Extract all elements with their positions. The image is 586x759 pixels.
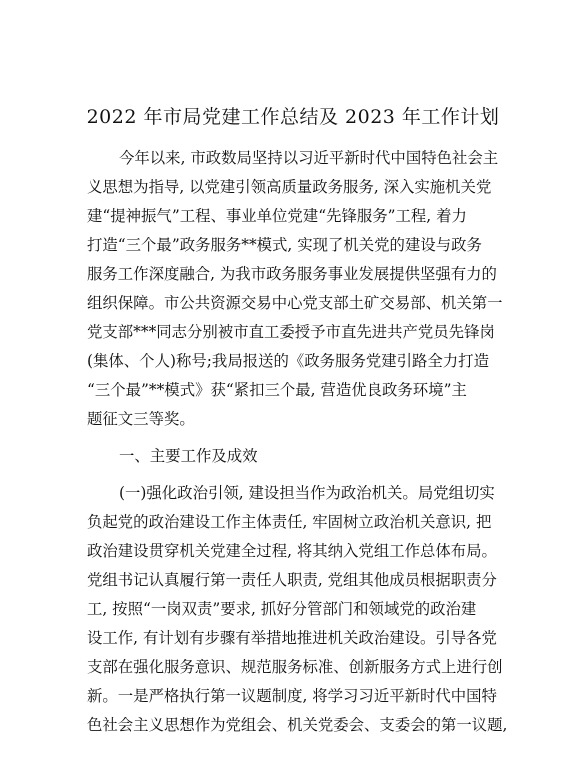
paragraph-line: 党组书记认真履行第一责任人职责, 党组其他成员根据职责分: [87, 571, 497, 589]
section-heading: 一、主要工作及成效: [119, 447, 258, 465]
paragraph-line: 服务工作深度融合, 为我市政务服务事业发展提供坚强有力的: [87, 265, 497, 283]
paragraph-line: (集体、个人)称号;我局报送的《政务服务党建引路全力打造: [87, 352, 489, 370]
paragraph-line: “三个最”**模式》获“紧扣三个最, 营造优良政务环境”主: [87, 381, 467, 399]
paragraph-line: 今年以来, 市政数局坚持以习近平新时代中国特色社会主: [119, 149, 499, 167]
paragraph-line: 负起党的政治建设工作主体责任, 牢固树立政治机关意识, 把: [87, 513, 492, 531]
paragraph-line: 政治建设贯穿机关党建全过程, 将其纳入党组工作总体布局。: [87, 542, 497, 560]
paragraph-line: 色社会主义思想作为党组会、机关党委会、支委会的第一议题,: [87, 716, 508, 734]
paragraph-line: 党支部***同志分别被市直工委授予市直先进共产党员先锋岗: [87, 323, 495, 341]
paragraph-line: 打造“三个最”政务服务**模式, 实现了机关党的建设与政务: [87, 236, 482, 254]
paragraph-line: 支部在强化服务意识、规范服务标准、创新服务方式上进行创: [87, 658, 503, 676]
paragraph-line: 组织保障。市公共资源交易中心党支部土矿交易部、机关第一: [87, 294, 503, 312]
paragraph-line: 设工作, 有计划有步骤有举措地推进机关政治建设。引导各党: [87, 629, 497, 647]
paragraph-line: 题征文三等奖。: [87, 410, 195, 428]
paragraph-line: 建“提神振气”工程、事业单位党建“先锋服务”工程, 着力: [87, 207, 467, 225]
paragraph-line: (一)强化政治引领, 建设担当作为政治机关。局党组切实: [119, 484, 495, 502]
paragraph-line: 新。一是严格执行第一议题制度, 将学习习近平新时代中国特: [87, 687, 497, 705]
paragraph-line: 义思想为指导, 以党建引领高质量政务服务, 深入实施机关党: [87, 178, 492, 196]
paragraph-line: 工, 按照“一岗双责”要求, 抓好分管部门和领域党的政治建: [87, 600, 477, 618]
document-title: 2022 年市局党建工作总结及 2023 年工作计划: [86, 106, 500, 128]
